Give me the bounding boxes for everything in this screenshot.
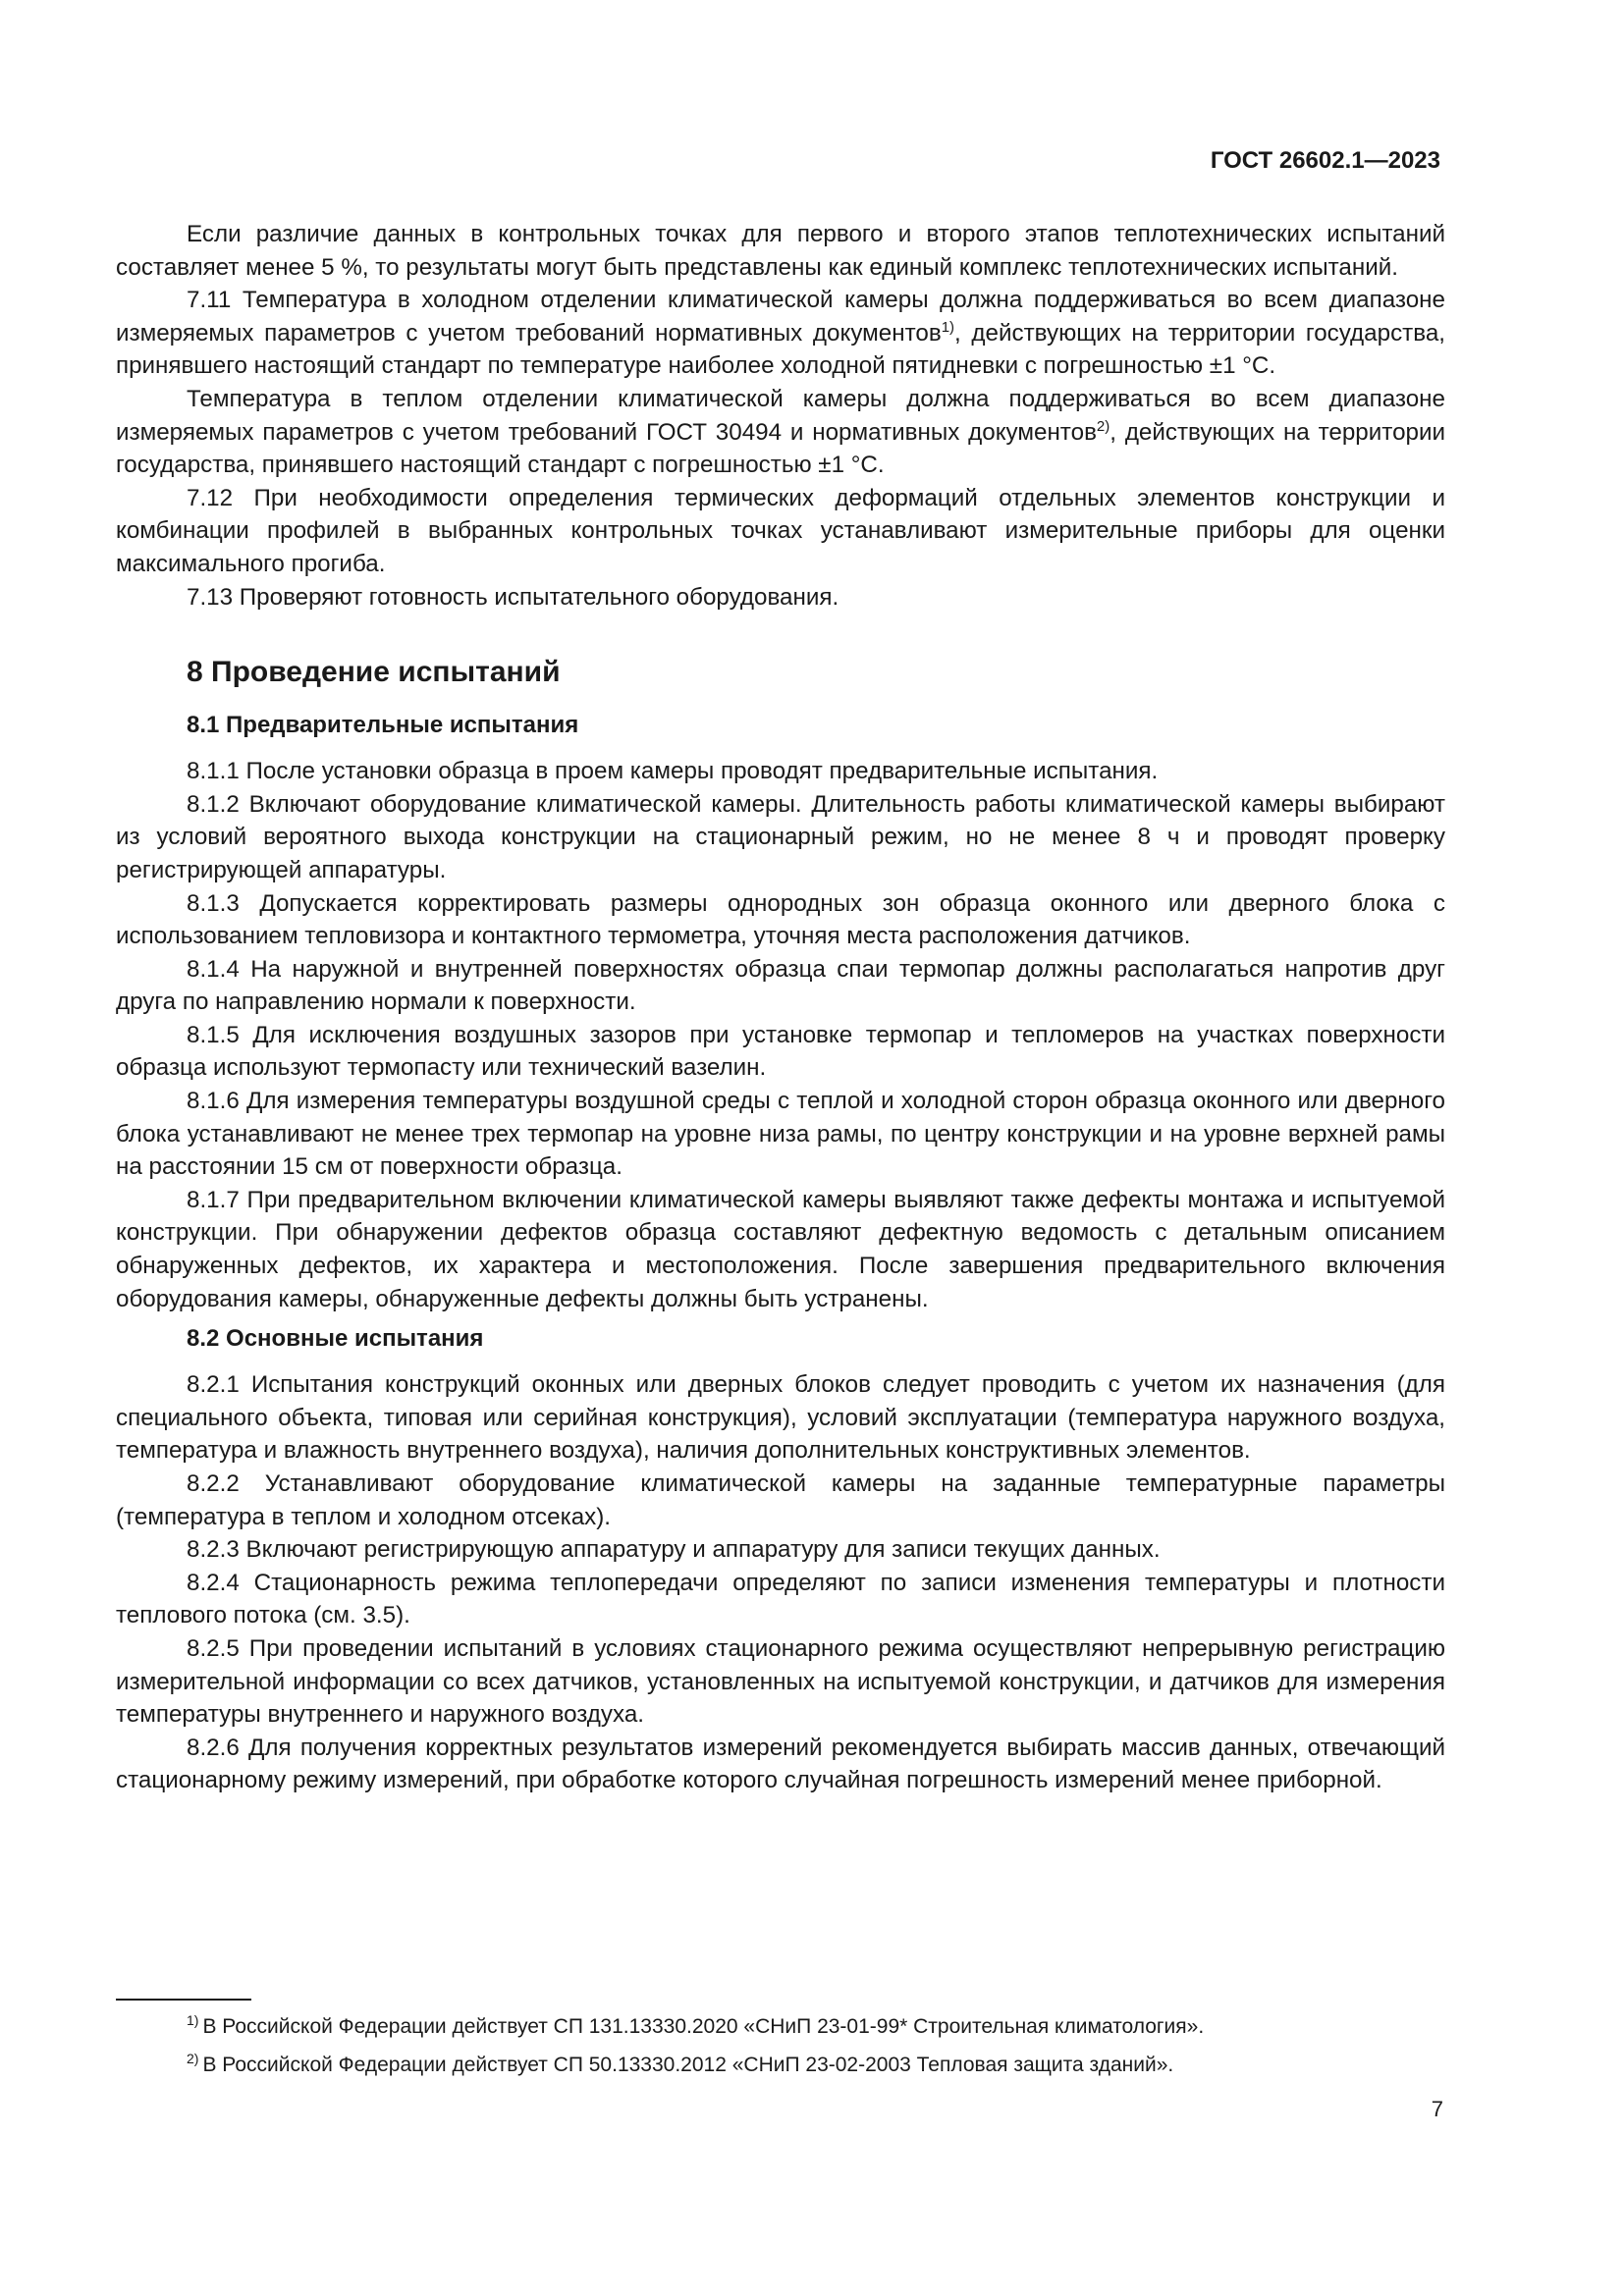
document-header: ГОСТ 26602.1—2023 — [1210, 147, 1440, 174]
footnote-1 — [116, 2012, 1445, 2041]
paragraph-8-1-5: 8.1.5 Для исключения воздушных зазоров при установке термопар и тепломеров на участках поверхности образца используют термопасту или технический вазелин. — [116, 1021, 1445, 1082]
footnote-ref: 2) — [1096, 417, 1110, 435]
paragraph-8-1-2: 8.1.2 Включают оборудование климатической камеры. Длительность работы климатической камеры выбирают из условий вероятного выхода конструкции на стационарный режим, но не менее 8 ч и проводят проверку регистрирующей аппаратуры. — [116, 790, 1445, 883]
paragraph-8-1-4: 8.1.4 На наружной и внутренней поверхностях образца спаи термопар должны располагаться напротив друг друга по направлению нормали к поверхности. — [116, 955, 1445, 1016]
footnote-ref: 1) — [941, 318, 955, 336]
paragraph-8-1-1: 8.1.1 После установки образца в проем камеры проводят предварительные испытания. — [187, 758, 1159, 785]
paragraph-8-2-2: 8.2.2 Устанавливают оборудование климатической камеры на заданные температурные параметры (температура в теплом и холодном отсеках). — [116, 1470, 1445, 1530]
paragraph-warm-section — [116, 383, 1445, 482]
paragraph-8-2-3: 8.2.3 Включают регистрирующую аппаратуру и аппаратуру для записи текущих данных. — [187, 1536, 1161, 1564]
paragraph-8-2-5: 8.2.5 При проведении испытаний в условиях стационарного режима осуществляют непрерывную регистрацию измерительной информации со всех датчиков, установленных на испытуемой конструкции, и датчиков для измерения температуры внутреннего и наружного воздуха. — [116, 1634, 1445, 1729]
paragraph: Если различие данных в контрольных точках для первого и второго этапов теплотехнических испытаний составляет менее 5 %, то результаты могут быть представлены как единый комплекс теплотехнических испытаний. — [116, 221, 1445, 281]
footnotes — [116, 2012, 1445, 2089]
page-number: 7 — [1431, 2097, 1443, 2121]
paragraph-text: Температура в теплом отделении климатической камеры должна поддерживаться во всем диапазоне измеряемых параметров с учетом требований ГОСТ 30494 и нормативных документов — [116, 385, 1445, 446]
footnote-separator — [116, 1999, 251, 2001]
paragraph-text: , действующих на территории государства, принявшего настоящий стандарт с погрешностью ±1 °C. — [116, 418, 1445, 479]
subsection-heading: 8.2 Основные испытания — [187, 1325, 484, 1353]
footnote-mark: 2) — [187, 2051, 199, 2066]
section-heading: 8 Проведение испытаний — [187, 656, 561, 689]
page-body — [116, 218, 1445, 1797]
subsection-heading: 8.1 Предварительные испытания — [187, 712, 579, 739]
footnote-mark: 1) — [187, 2012, 199, 2028]
paragraph-8-1-3: 8.1.3 Допускается корректировать размеры однородных зон образца оконного или дверного блока с использованием тепловизора и контактного термометра, уточняя места расположения датчиков. — [116, 889, 1445, 950]
footnote-2 — [116, 2051, 1445, 2079]
paragraph-8-2-6: 8.2.6 Для получения корректных результатов измерений рекомендуется выбирать массив данных, отвечающий стационарному режиму измерений, при обработке которого случайная погрешность измерений менее приборной. — [116, 1734, 1445, 1794]
footnote-text: В Российской Федерации действует СП 50.13330.2012 «СНиП 23-02-2003 Тепловая защита зданий». — [202, 2054, 1174, 2076]
footnote-text: В Российской Федерации действует СП 131.13330.2020 «СНиП 23-01-99* Строительная климатология». — [202, 2015, 1205, 2038]
paragraph-7-13: 7.13 Проверяют готовность испытательного оборудования. — [187, 583, 839, 611]
paragraph-8-1-6: 8.1.6 Для измерения температуры воздушной среды с теплой и холодной сторон образца оконного или дверного блока устанавливают не менее трех термопар на уровне низа рамы, по центру конструкции и на уровне верхней рамы на расстоянии 15 см от поверхности образца. — [116, 1088, 1445, 1181]
paragraph-text: 7.11 Температура в холодном отделении климатической камеры должна поддерживаться во всем диапазоне измеряемых параметров с учетом требований нормативных документов — [116, 287, 1445, 347]
paragraph-8-2-1: 8.2.1 Испытания конструкций оконных или дверных блоков следует проводить с учетом их назначения (для специального объекта, типовая или серийная конструкция), условий эксплуатации (температура наружного воздуха, температура и влажность внутреннего воздуха), наличия дополнительных конструктивных элементов. — [116, 1371, 1445, 1465]
paragraph-text: , действующих на территории государства, принявшего настоящий стандарт по температуре наиболее холодной пятидневки с погрешностью ±1 °C. — [116, 319, 1445, 380]
paragraph-7-11 — [116, 284, 1445, 383]
paragraph-8-2-4: 8.2.4 Стационарность режима теплопередачи определяют по записи изменения температуры и плотности теплового потока (см. 3.5). — [116, 1569, 1445, 1629]
paragraph-7-12: 7.12 При необходимости определения термических деформаций отдельных элементов конструкции и комбинации профилей в выбранных контрольных точках устанавливают измерительные приборы для оценки максимального прогиба. — [116, 484, 1445, 577]
paragraph-8-1-7: 8.1.7 При предварительном включении климатической камеры выявляют также дефекты монтажа и испытуемой конструкции. При обнаружении дефектов образца составляют дефектную ведомость с детальным описанием обнаруженных дефектов, их характера и местоположения. После завершения предварительного включения оборудования камеры, обнаруженные дефекты должны быть устранены. — [116, 1186, 1445, 1312]
